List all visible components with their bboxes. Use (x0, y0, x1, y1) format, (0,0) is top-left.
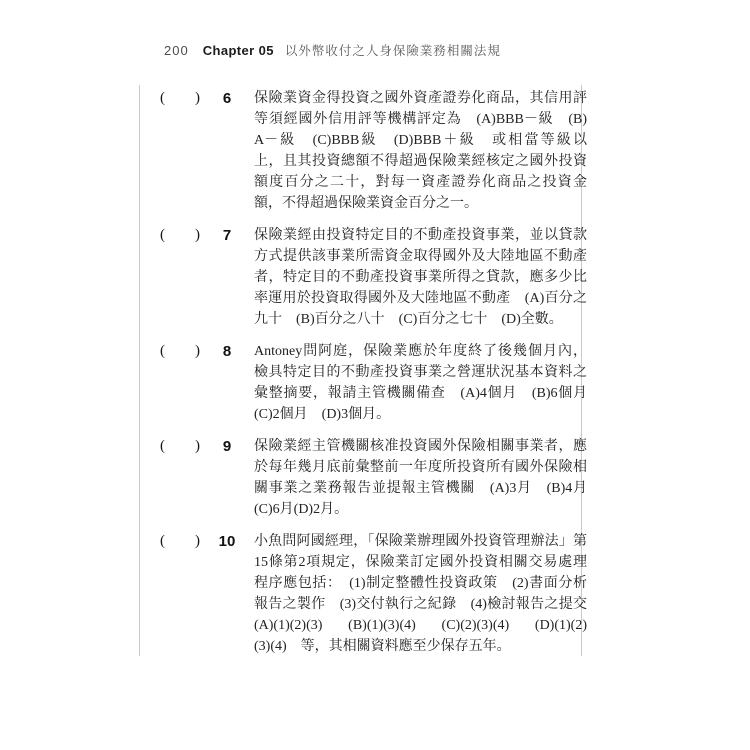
question-text-line: 者，特定目的不動產投資事業所得之貸款，應多少比 (254, 270, 587, 285)
page-number: 200 (164, 43, 189, 58)
answer-bracket (160, 531, 200, 552)
left-vertical-rule (139, 85, 140, 656)
question-text-line: 檢具特定目的不動產投資事業之營運狀況基本資料之 (254, 365, 587, 380)
bracket-close: ) (195, 343, 200, 359)
question-text-line: Antoney問阿庭，保險業應於年度終了後幾個月內， (254, 344, 587, 359)
question-text-line: 15條第2項規定，保險業訂定國外投資相關交易處理 (254, 555, 587, 570)
question-text (254, 531, 587, 657)
question-text-line: 額，不得超過保險業資金百分之一。 (254, 196, 478, 211)
question-text (254, 88, 587, 214)
question-text-line: A－級 (C)BBB級 (D)BBB＋級 或相當等級以 (254, 133, 587, 148)
question-item (160, 531, 587, 657)
question-text-line: 等須經國外信用評等機構評定為 (A)BBB－級 (B) (254, 112, 587, 127)
question-text-line: 於每年幾月底前彙整前一年度所投資所有國外保險相 (254, 460, 587, 475)
question-text (254, 225, 587, 330)
question-number: 9 (222, 438, 232, 455)
question-text (254, 341, 587, 425)
question-text-line: 報告之製作 (3)交付執行之紀錄 (4)檢討報告之提交 (254, 597, 587, 612)
question-number: 7 (222, 227, 232, 244)
question-text-line: 上，且其投資總額不得超過保險業經核定之國外投資 (254, 154, 587, 169)
question-text-line: 關事業之業務報告並提報主管機關 (A)3月 (B)4月 (254, 481, 587, 496)
bracket-open: ( (160, 227, 165, 243)
bracket-close: ) (195, 227, 200, 243)
question-list (160, 88, 587, 668)
question-text-line: 方式提供該事業所需資金取得國外及大陸地區不動產 (254, 249, 587, 264)
question-item (160, 436, 587, 520)
bracket-open: ( (160, 343, 165, 359)
question-number: 6 (222, 90, 232, 107)
question-text-line: 保險業經由投資特定目的不動產投資事業，並以貸款 (254, 228, 587, 243)
question-item (160, 341, 587, 425)
bracket-close: ) (195, 438, 200, 454)
bracket-open: ( (160, 90, 165, 106)
page-header (164, 41, 501, 59)
bracket-close: ) (195, 533, 200, 549)
bracket-open: ( (160, 438, 165, 454)
question-text (254, 436, 587, 520)
chapter-label: Chapter 05 (202, 43, 274, 58)
question-text-line: (3)(4) 等，其相關資料應至少保存五年。 (254, 639, 511, 654)
answer-bracket (160, 436, 200, 457)
question-text-line: 程序應包括： (1)制定整體性投資政策 (2)書面分析 (254, 576, 587, 591)
question-text-line: 保險業經主管機關核准投資國外保險相關事業者，應 (254, 439, 587, 454)
question-number: 8 (222, 343, 232, 360)
question-text-line: (C)2個月 (D)3個月。 (254, 407, 391, 422)
question-text-line: 彙整摘要，報請主管機關備查 (A)4個月 (B)6個月 (254, 386, 587, 401)
question-text-line: 保險業資金得投資之國外資產證券化商品，其信用評 (254, 91, 587, 106)
question-text-line: 額度百分之二十，對每一資產證券化商品之投資金 (254, 175, 587, 190)
question-item (160, 88, 587, 214)
question-text-line: 小魚問阿國經理，「保險業辦理國外投資管理辦法」第 (254, 534, 587, 549)
chapter-title: 以外幣收付之人身保險業務相關法規 (284, 44, 501, 58)
question-item (160, 225, 587, 330)
answer-bracket (160, 341, 200, 362)
question-text-line: 九十 (B)百分之八十 (C)百分之七十 (D)全數。 (254, 312, 563, 327)
question-text-line: (A)(1)(2)(3) (B)(1)(3)(4) (C)(2)(3)(4) (D)(1)(2) (254, 618, 587, 633)
answer-bracket (160, 88, 200, 109)
question-text-line: 率運用於投資取得國外及大陸地區不動產 (A)百分之 (254, 291, 587, 306)
question-number: 10 (218, 533, 236, 550)
bracket-close: ) (195, 90, 200, 106)
bracket-open: ( (160, 533, 165, 549)
question-text-line: (C)6月(D)2月。 (254, 502, 349, 517)
answer-bracket (160, 225, 200, 246)
